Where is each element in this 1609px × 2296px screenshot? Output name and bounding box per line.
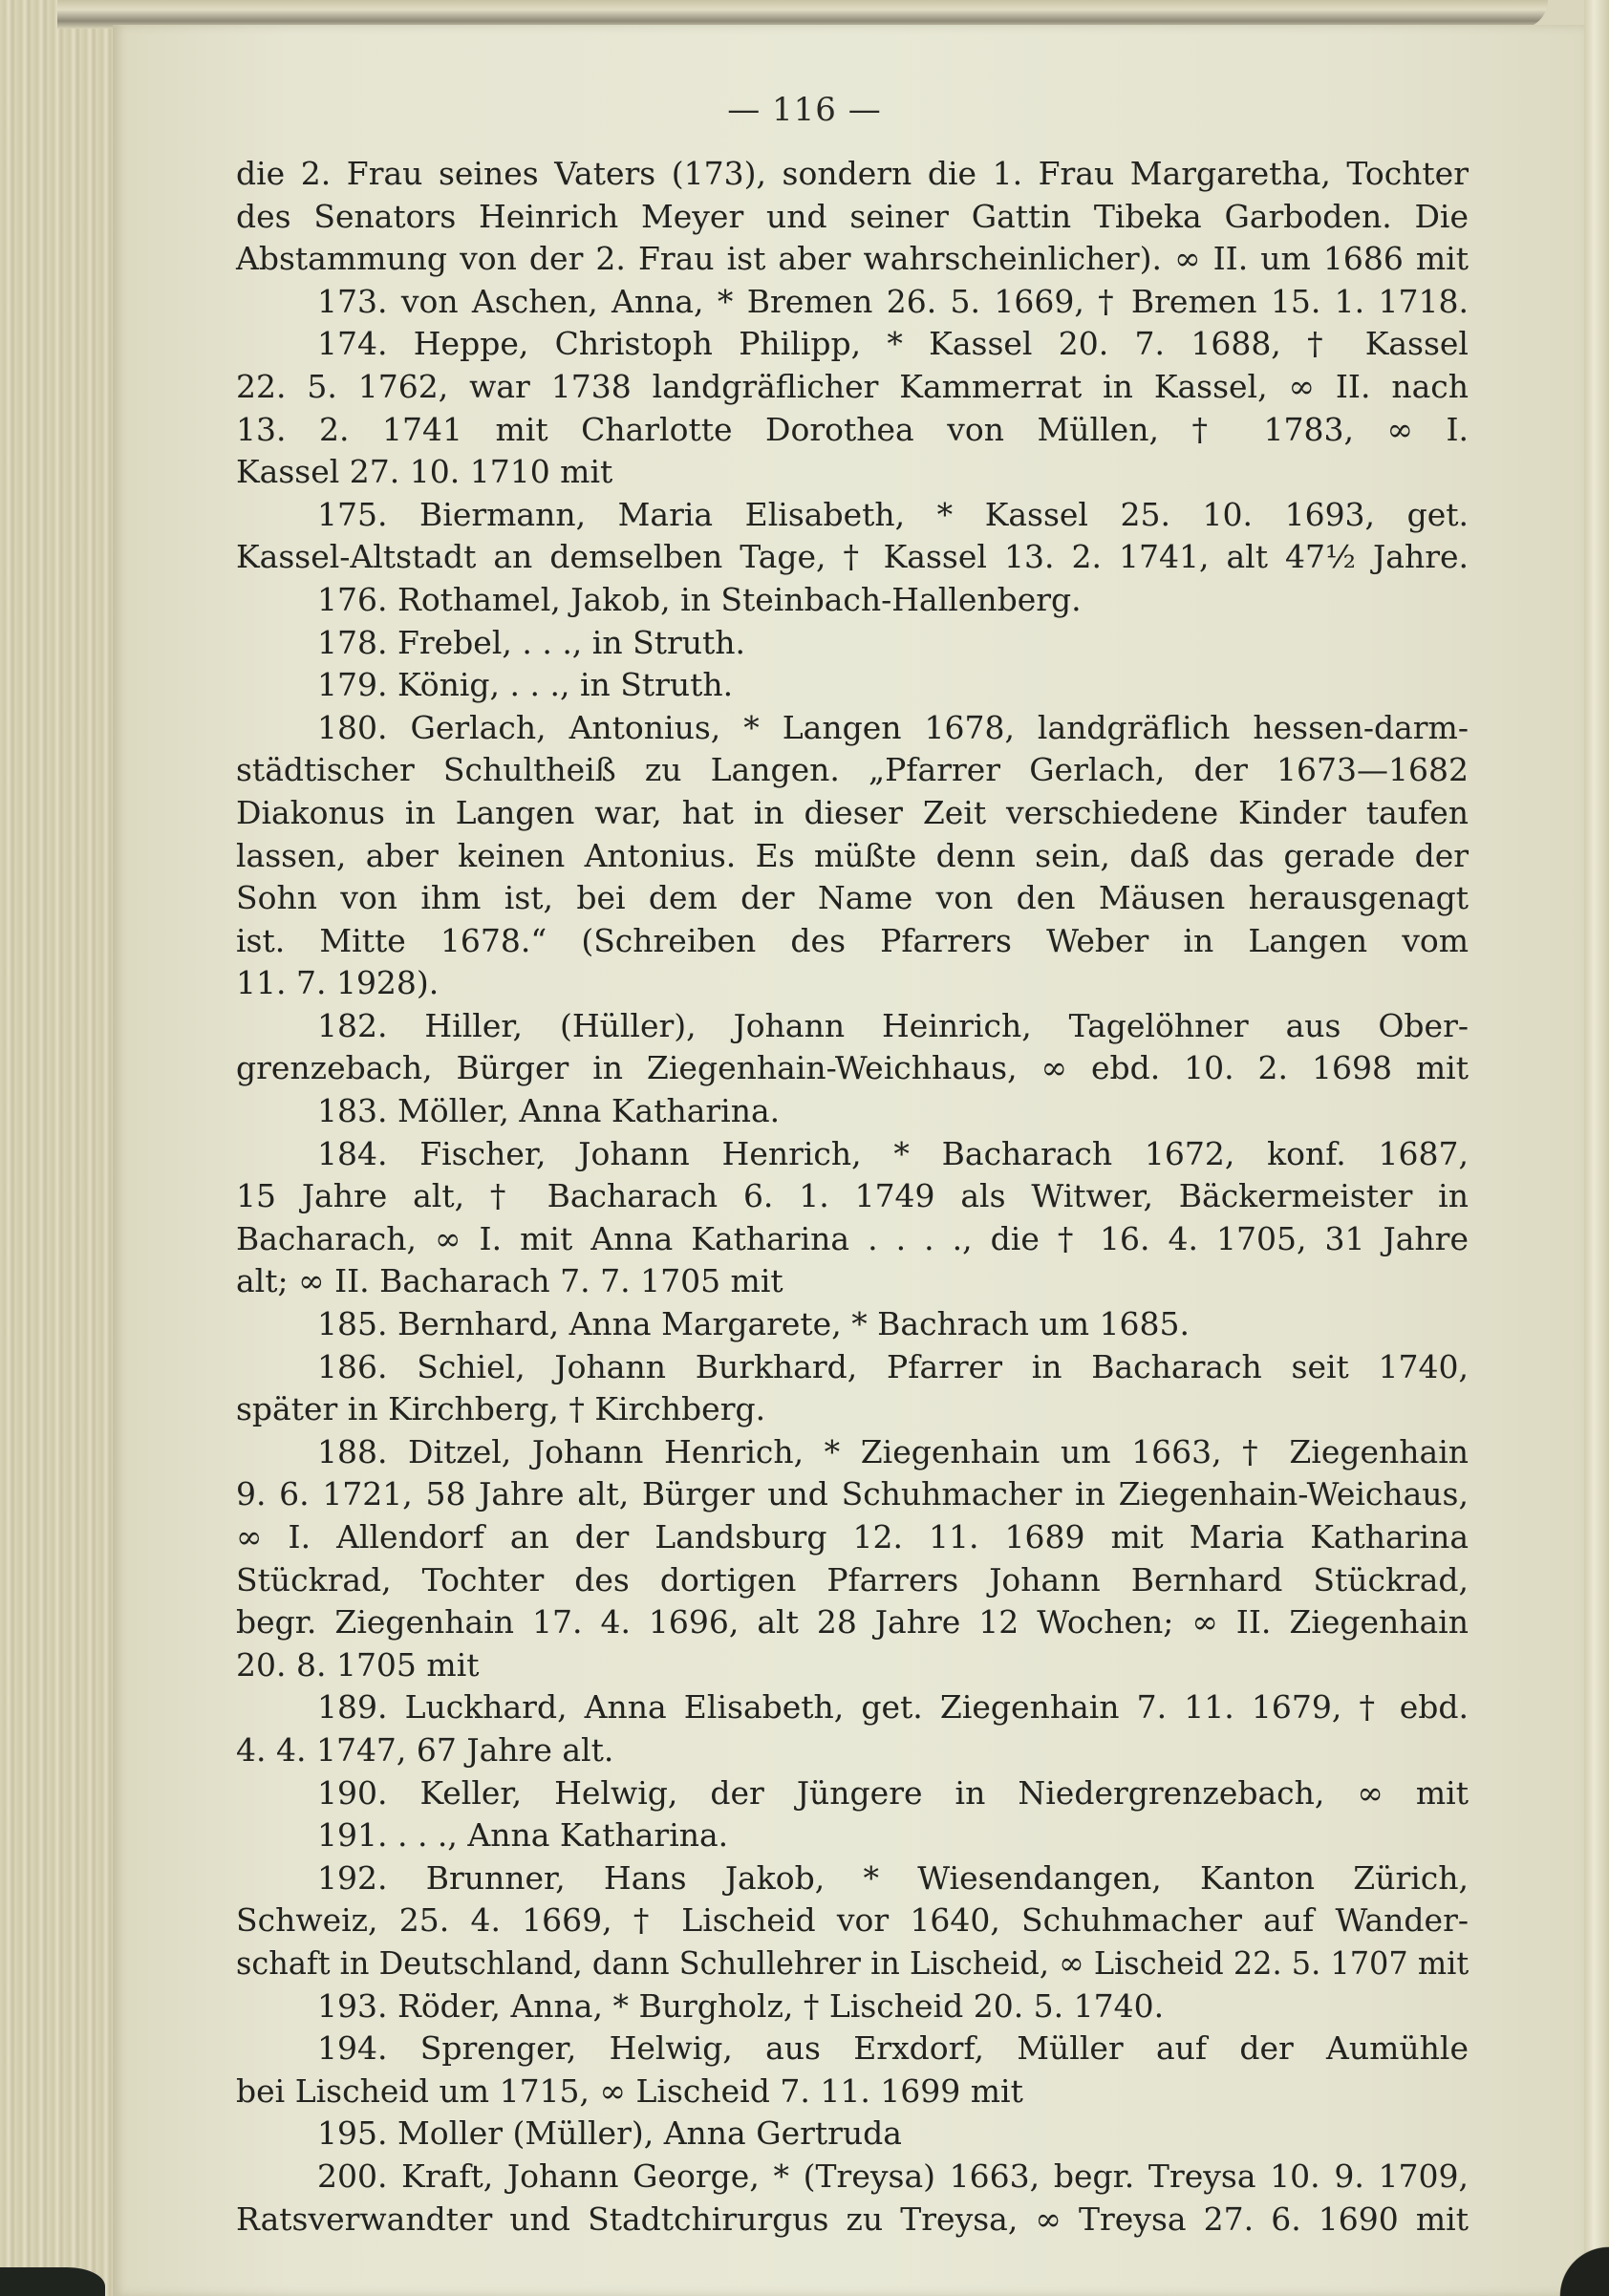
page-edge-stack-left (0, 0, 115, 2296)
entry-line: 192. Brunner, Hans Jakob, * Wiesendangen, Kanton Zürich, (317, 1858, 1469, 1897)
text-line: schaft in Deutschland, dann Schullehrer in Lischeid, ∞ Lischeid 22. 5. 1707 mit (236, 1943, 1470, 1982)
text-line: Sohn von ihm ist, bei dem der Name von den Mäusen herausgenagt (236, 879, 1469, 917)
corner-shadow-left (0, 2267, 105, 2296)
text-line: des Senators Heinrich Meyer und seiner Gattin Tibeka Garboden. Die (236, 197, 1469, 235)
entry-line: 200. Kraft, Johann George, * (Treysa) 1663, begr. Treysa 10. 9. 1709, (317, 2157, 1469, 2195)
text-line: 22. 5. 1762, war 1738 landgräflicher Kammerrat in Kassel, ∞ II. nach (236, 367, 1469, 405)
entry-line: 191. . . ., Anna Katharina. (317, 1816, 729, 1855)
text-line: Kassel-Altstadt an demselben Tage, † Kassel 13. 2. 1741, alt 47½ Jahre. (236, 538, 1469, 576)
body-text (236, 153, 1469, 2241)
corner-shadow-right (1552, 2229, 1609, 2296)
text-line: bei Lischeid um 1715, ∞ Lischeid 7. 11. 1699 mit (236, 2071, 1023, 2110)
entry-line: 182. Hiller, (Hüller), Johann Heinrich, Tagelöhner aus Ober- (317, 1006, 1469, 1044)
text-line: alt; ∞ II. Bacharach 7. 7. 1705 mit (236, 1262, 783, 1300)
text-line: begr. Ziegenhain 17. 4. 1696, alt 28 Jahre 12 Wochen; ∞ II. Ziegenhain (236, 1603, 1469, 1642)
text-line: 11. 7. 1928). (236, 964, 440, 1002)
text-line: die 2. Frau seines Vaters (173), sondern die 1. Frau Margaretha, Tochter (236, 155, 1469, 192)
text-line: später in Kirchberg, † Kirchberg. (236, 1390, 766, 1428)
entry-line: 175. Biermann, Maria Elisabeth, * Kassel 25. 10. 1693, get. (317, 495, 1469, 533)
text-line: Bacharach, ∞ I. mit Anna Katharina . . . ., die † 16. 4. 1705, 31 Jahre (236, 1219, 1469, 1257)
entry-line: 176. Rothamel, Jakob, in Steinbach-Hallenberg. (317, 580, 1082, 618)
text-line: Diakonus in Langen war, hat in dieser Zeit verschiedene Kinder taufen (236, 793, 1469, 831)
entry-line: 179. König, . . ., in Struth. (317, 666, 734, 704)
text-line: ist. Mitte 1678.“ (Schreiben des Pfarrers Weber in Langen vom (236, 921, 1469, 959)
page-edge-right (1584, 0, 1609, 2296)
text-line: Ratsverwandter und Stadtchirurgus zu Treysa, ∞ Treysa 27. 6. 1690 mit (236, 2199, 1469, 2238)
text-line: 20. 8. 1705 mit (236, 1645, 480, 1684)
entry-line: 188. Ditzel, Johann Henrich, * Ziegenhain um 1663, † Ziegenhain (317, 1432, 1469, 1470)
text-line: 15 Jahre alt, † Bacharach 6. 1. 1749 als Witwer, Bäckermeister in (236, 1177, 1469, 1215)
text-line: Stückrad, Tochter des dortigen Pfarrers Johann Bernhard Stückrad, (236, 1560, 1469, 1599)
entry-line: 180. Gerlach, Antonius, * Langen 1678, landgräflich hessen-darm- (317, 708, 1469, 746)
entry-line: 186. Schiel, Johann Burkhard, Pfarrer in Bacharach seit 1740, (317, 1347, 1469, 1385)
entry-line: 173. von Aschen, Anna, * Bremen 26. 5. 1669, † Bremen 15. 1. 1718. (317, 282, 1469, 320)
text-line: 13. 2. 1741 mit Charlotte Dorothea von Müllen, † 1783, ∞ I. (236, 410, 1469, 448)
entry-line: 189. Luckhard, Anna Elisabeth, get. Ziegenhain 7. 11. 1679, † ebd. (317, 1688, 1469, 1727)
text-line: 4. 4. 1747, 67 Jahre alt. (236, 1730, 614, 1769)
text-line: Kassel 27. 10. 1710 mit (236, 453, 613, 491)
entry-line: 194. Sprenger, Helwig, aus Erxdorf, Müller auf der Aumühle (317, 2029, 1469, 2068)
text-line: 9. 6. 1721, 58 Jahre alt, Bürger und Schuhmacher in Ziegenhain-Weichaus, (236, 1475, 1469, 1513)
text-line: Schweiz, 25. 4. 1669, † Lischeid vor 1640, Schuhmacher auf Wander- (236, 1901, 1469, 1940)
entry-line: 195. Moller (Müller), Anna Gertruda (317, 2114, 902, 2153)
text-line: Abstammung von der 2. Frau ist aber wahrscheinlicher). ∞ II. um 1686 mit (236, 240, 1469, 278)
text-line: grenzebach, Bürger in Ziegenhain-Weichhaus, ∞ ebd. 10. 2. 1698 mit (236, 1049, 1469, 1087)
text-line: ∞ I. Allendorf an der Landsburg 12. 11. 1689 mit Maria Katharina (236, 1518, 1469, 1556)
text-line: städtischer Schultheiß zu Langen. „Pfarrer Gerlach, der 1673—1682 (236, 751, 1469, 789)
entry-line: 183. Möller, Anna Katharina. (317, 1092, 781, 1130)
entry-line: 184. Fischer, Johann Henrich, * Bacharach 1672, konf. 1687, (317, 1134, 1469, 1172)
entry-line: 178. Frebel, . . ., in Struth. (317, 623, 745, 661)
entry-line: 174. Heppe, Christoph Philipp, * Kassel 20. 7. 1688, † Kassel (317, 325, 1469, 363)
page-number: — 116 — (727, 91, 882, 129)
entry-line: 190. Keller, Helwig, der Jüngere in Niedergrenzebach, ∞ mit (317, 1773, 1469, 1812)
entry-line: 185. Bernhard, Anna Margarete, * Bachrach um 1685. (317, 1305, 1191, 1343)
entry-line: 193. Röder, Anna, * Burgholz, † Lischeid 20. 5. 1740. (317, 1986, 1165, 2025)
text-line: lassen, aber keinen Antonius. Es müßte denn sein, daß das gerade der (236, 836, 1469, 874)
